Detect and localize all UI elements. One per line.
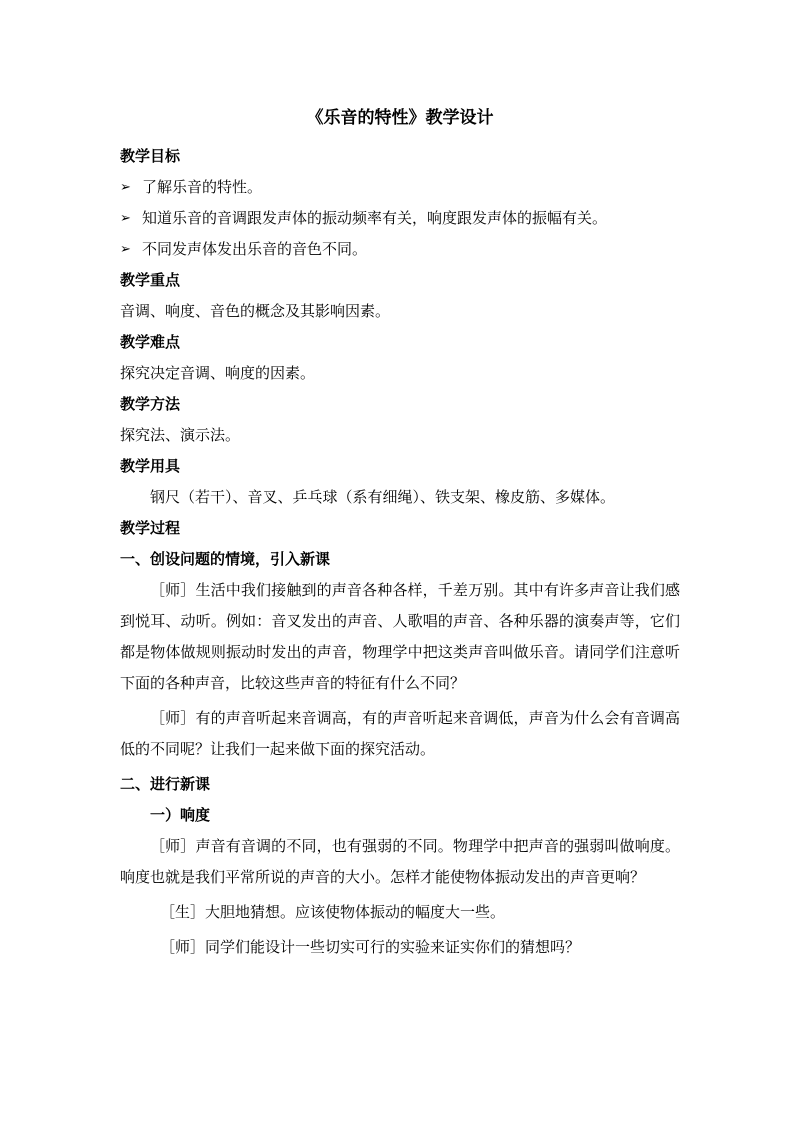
document-title: 《乐音的特性》教学设计 (306, 108, 494, 128)
loudness-paragraph: ［师］同学们能设计一些切实可行的实验来证实你们的猜想吗？ (160, 938, 581, 956)
key-points-text: 音调、响度、音色的概念及其影响因素。 (120, 302, 391, 320)
section2-heading: 二、进行新课 (120, 775, 211, 793)
arrow-bullet-icon: ➢ (120, 180, 131, 195)
process-heading: 教学过程 (120, 519, 181, 537)
methods-heading: 教学方法 (120, 395, 181, 413)
key-points-heading: 教学重点 (120, 271, 181, 289)
loudness-paragraph: ［师］声音有音调的不同，也有强弱的不同。物理学中把声音的强弱叫做响度。响度也就是我们平常所说的声音的大小。怎样才能使物体振动发出的声音更响？ (120, 837, 680, 886)
section1-paragraph: ［师］有的声音听起来音调高，有的声音听起来音调低，声音为什么会有音调高低的不同呢？让我们一起来做下面的探究活动。 (120, 709, 680, 758)
objective-text: 不同发声体发出乐音的音色不同。 (142, 240, 368, 258)
objective-item (120, 203, 680, 234)
loudness-subheading: 一）响度 (150, 806, 211, 824)
objective-item (120, 234, 680, 265)
tools-heading: 教学用具 (120, 457, 181, 475)
difficulties-text: 探究决定音调、响度的因素。 (120, 364, 316, 382)
objective-text: 了解乐音的特性。 (142, 178, 263, 196)
loudness-paragraph: ［生］大胆地猜想。应该使物体振动的幅度大一些。 (160, 903, 506, 921)
section1-heading: 一、创设问题的情境，引入新课 (120, 550, 331, 568)
objectives-heading: 教学目标 (120, 147, 181, 165)
objective-text: 知道乐音的音调跟发声体的振动频率有关，响度跟发声体的振幅有关。 (142, 209, 608, 227)
document-page (120, 104, 680, 963)
methods-text: 探究法、演示法。 (120, 426, 241, 444)
arrow-bullet-icon: ➢ (120, 211, 131, 226)
tools-text: 钢尺（若干）、音叉、乒乓球（系有细绳）、铁支架、橡皮筋、多媒体。 (150, 488, 616, 506)
section1-paragraph: ［师］生活中我们接触到的声音各种各样，千差万别。其中有许多声音让我们感到悦耳、动听。例如：音叉发出的声音、人歌唱的声音、各种乐器的演奏声等，它们都是物体做规则振动时发出的声音，物理学中把这类声音叫做乐音。请同学们注意听下面的各种声音，比较这些声音的特征有什么不同？ (120, 581, 680, 692)
arrow-bullet-icon: ➢ (120, 242, 131, 257)
objective-item (120, 172, 680, 203)
difficulties-heading: 教学难点 (120, 333, 181, 351)
